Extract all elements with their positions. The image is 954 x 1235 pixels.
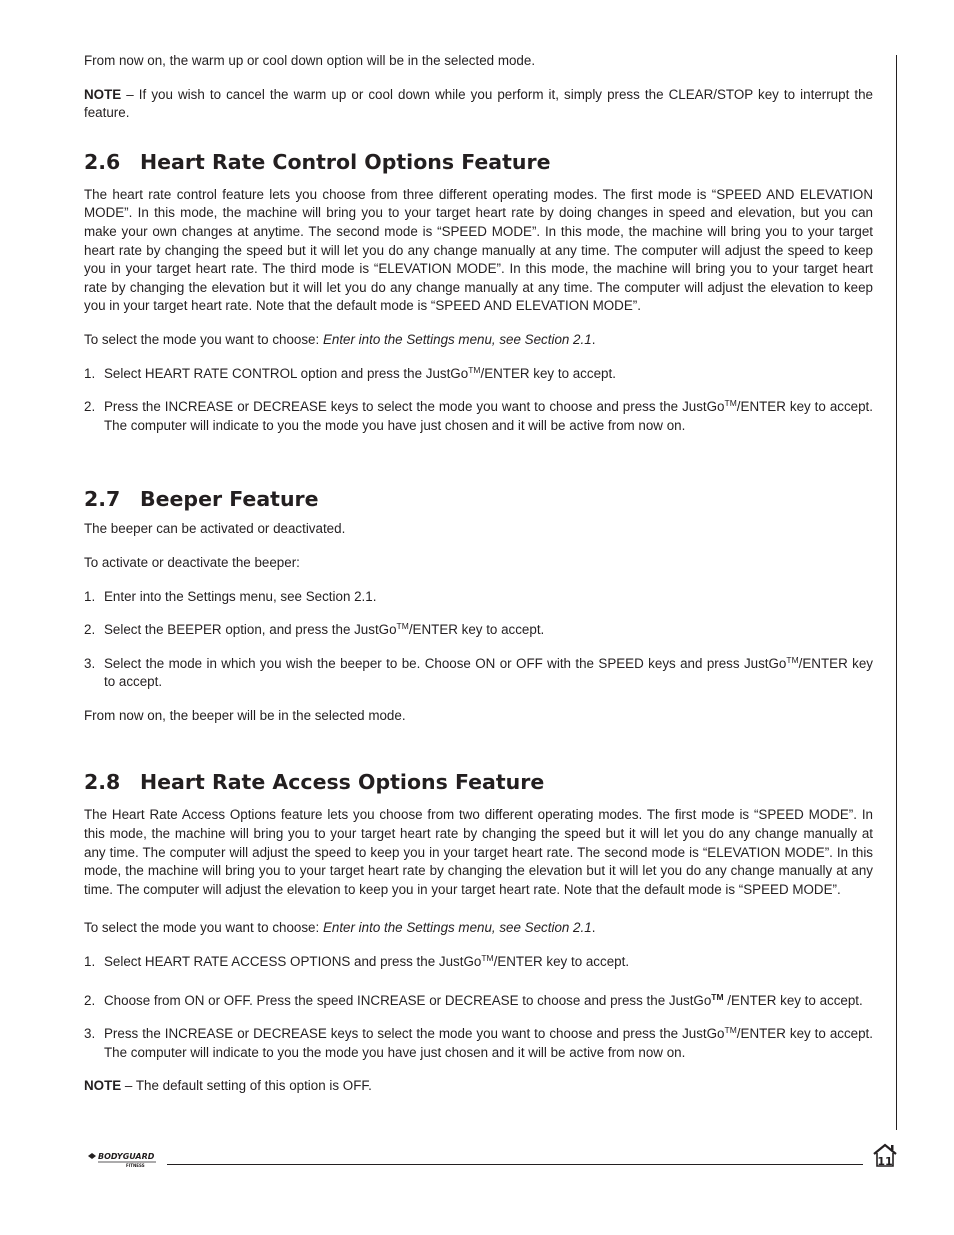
section-heading-2-7	[84, 487, 873, 511]
logo-text: BODYGUARD	[98, 1152, 155, 1161]
trademark-mark: TM	[711, 991, 724, 1002]
trademark-mark: TM	[396, 621, 409, 632]
step-text-end: /ENTER key to accept.	[408, 622, 545, 638]
section-number: 2.6	[84, 149, 121, 174]
section-number: 2.7	[84, 487, 121, 512]
list-item	[84, 992, 873, 1011]
list-item	[84, 621, 873, 640]
list-item	[84, 365, 873, 384]
list-item	[84, 1025, 873, 1062]
section-paragraph: The heart rate control feature lets you choose from three different operating modes. The first mode is “SPEED AND ELEVATION MODE”. In this mode, the machine will bring you to your target heart rate by doing changes in speed and elevation, but you can make your own changes at anytime. The second mode is “SPEED MODE”. In this mode, the machine will bring you to your target heart rate by changing the speed but it will let you do any change manually at any time. The computer will adjust the speed to keep you in your target heart rate. The third mode is “ELEVATION MODE”. In this mode, the machine will bring you to your target heart rate by changing the elevation but it will let you do any change manually at any time. The computer will adjust the elevation to keep you in your target heart rate. Note that the default mode is “SPEED AND ELEVATION MODE”.	[84, 186, 873, 314]
step-text: Select HEART RATE CONTROL option and press the JustGo	[104, 365, 469, 381]
section-heading-2-8	[84, 770, 873, 794]
trademark-mark: TM	[724, 398, 737, 409]
list-item	[84, 588, 873, 607]
section-number: 2.8	[84, 770, 121, 795]
step-text-end: /ENTER key to accept.	[723, 992, 863, 1008]
section-paragraph: The beeper can be activated or deactivated.	[84, 521, 346, 537]
section-title: Heart Rate Control Options Feature	[140, 149, 551, 174]
select-lead: To select the mode you want to choose:	[84, 331, 323, 347]
trademark-mark: TM	[724, 1025, 737, 1036]
select-lead: To select the mode you want to choose:	[84, 920, 323, 936]
step-text-end: /ENTER key to accept. The computer will indicate to you the mode you have just chosen and it will be active from now on.	[104, 399, 873, 433]
step-text: Press the INCREASE or DECREASE keys to select the mode you want to choose and press the JustGo	[104, 399, 725, 415]
trademark-mark: TM	[481, 953, 494, 964]
steps-list	[84, 365, 873, 436]
select-instruction	[84, 331, 873, 350]
select-end: .	[591, 331, 596, 347]
step-text: Press the INCREASE or DECREASE keys to select the mode you want to choose and press the JustGo	[104, 1026, 725, 1042]
note-label: NOTE	[84, 1078, 122, 1094]
step-text-end: /ENTER key to accept.	[493, 954, 630, 970]
step-number: 3.	[84, 655, 96, 671]
step-number: 2.	[84, 399, 96, 415]
footer-rule	[167, 1164, 863, 1165]
right-margin-rule	[896, 55, 897, 1130]
step-number: 1.	[84, 588, 96, 604]
step-text-end: /ENTER key to accept. The computer will indicate to you the mode you have just chosen and it will be active from now on.	[104, 1026, 873, 1060]
note-label: NOTE	[84, 86, 122, 102]
section-title: Beeper Feature	[140, 487, 319, 512]
step-text-end: /ENTER key to accept.	[104, 655, 873, 690]
step-text: Enter into the Settings menu, see Section 2.1.	[104, 588, 377, 604]
logo-subtext: FITNESS	[126, 1163, 145, 1168]
list-item	[84, 398, 873, 435]
section-title: Heart Rate Access Options Feature	[140, 770, 545, 795]
steps-list	[84, 588, 873, 692]
step-text: Choose from ON or OFF. Press the speed INCREASE or DECREASE to choose and press the JustGo	[104, 992, 712, 1008]
list-item	[84, 953, 873, 972]
home-icon	[871, 1141, 899, 1174]
list-item	[84, 655, 873, 692]
step-number: 1.	[84, 954, 96, 970]
step-number: 3.	[84, 1026, 96, 1042]
step-text: Select the BEEPER option, and press the JustGo	[104, 622, 397, 638]
page-number: 11	[877, 1155, 893, 1168]
step-number: 1.	[84, 365, 96, 381]
intro-line: From now on, the warm up or cool down option will be in the selected mode.	[84, 53, 536, 68]
step-text: Select the mode in which you wish the beeper to be. Choose ON or OFF with the SPEED keys and press JustGo	[104, 655, 787, 671]
section-closing: From now on, the beeper will be in the selected mode.	[84, 707, 406, 723]
brand-logo	[86, 1150, 158, 1173]
select-end: .	[591, 920, 596, 936]
trademark-mark: TM	[786, 654, 799, 665]
step-text: Select HEART RATE ACCESS OPTIONS and press the JustGo	[104, 954, 482, 970]
step-text-end: /ENTER key to accept.	[480, 365, 616, 381]
section-paragraph: To activate or deactivate the beeper:	[84, 554, 300, 570]
section-heading-2-6	[84, 150, 873, 174]
select-instruction	[84, 919, 873, 938]
section-note	[84, 1077, 873, 1096]
select-reference: Enter into the Settings menu, see Section 2.1	[322, 331, 592, 347]
select-reference: Enter into the Settings menu, see Section 2.1	[322, 920, 592, 936]
trademark-mark: TM	[468, 364, 481, 375]
note-text: – If you wish to cancel the warm up or cool down while you perform it, simply press the CLEAR/STOP key to interrupt the feature.	[84, 86, 873, 121]
section-paragraph: The Heart Rate Access Options feature lets you choose from two different operating modes. The first mode is “SPEED MODE”. In this mode, the machine will bring you to your target heart rate by changing the speed but it will let you do any change manually at any time. The computer will adjust the speed to keep you in your target heart rate. The second mode is “ELEVATION MODE”. In this mode, the machine will bring you to your target heart rate by changing the elevation but it will let you do any change manually at any time. The computer will adjust the elevation to keep you in your target heart rate. Note that the default mode is “SPEED MODE”.	[84, 807, 873, 897]
step-number: 2.	[84, 992, 96, 1008]
page-content	[84, 52, 873, 1096]
note-text: – The default setting of this option is OFF.	[121, 1078, 372, 1094]
steps-list	[84, 953, 873, 1062]
intro-note	[84, 86, 873, 123]
step-number: 2.	[84, 622, 96, 638]
